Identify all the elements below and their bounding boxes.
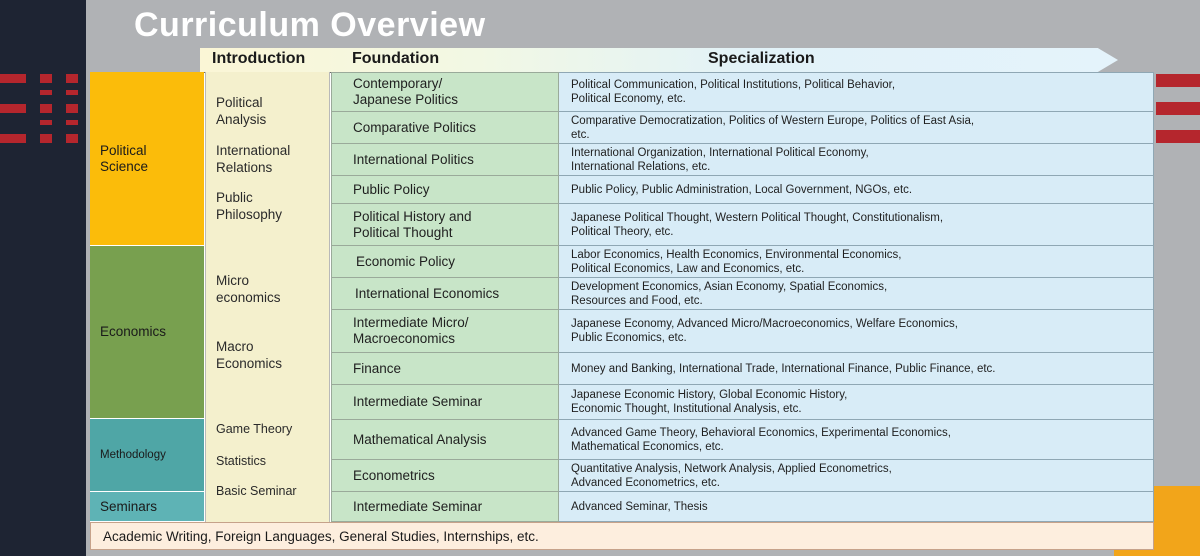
- intro-item: Game Theory: [216, 422, 293, 436]
- specialization-cell: Money and Banking, International Trade, International Finance, Public Finance, etc.: [559, 353, 1154, 385]
- foundation-cell: Econometrics: [331, 460, 559, 492]
- intro-item: International Relations: [216, 143, 291, 175]
- specialization-cell: Japanese Political Thought, Western Political Thought, Constitutionalism, Political Theory, etc.: [559, 204, 1154, 246]
- foundation-cell: Finance: [331, 353, 559, 385]
- foundation-cell: Intermediate Micro/ Macroeconomics: [331, 310, 559, 353]
- foundation-cell: International Economics: [331, 278, 559, 310]
- intro-item: Statistics: [216, 454, 267, 468]
- specialization-cell: Political Communication, Political Institutions, Political Behavior, Political Economy, etc.: [559, 72, 1154, 112]
- specialization-cell: Quantitative Analysis, Network Analysis, Applied Econometrics, Advanced Econometrics, etc.: [559, 460, 1154, 492]
- category-methodology: Methodology: [90, 419, 204, 492]
- header-foundation: Foundation: [352, 50, 440, 67]
- progression-arrow: [200, 48, 1118, 72]
- foundation-cell: Contemporary/ Japanese Politics: [331, 72, 559, 112]
- foundation-cell: Mathematical Analysis: [331, 420, 559, 460]
- intro-item: Micro economics: [216, 273, 281, 305]
- intro-item: Basic Seminar: [216, 484, 297, 498]
- specialization-cell: Japanese Economy, Advanced Micro/Macroeconomics, Welfare Economics, Public Economics, etc.: [559, 310, 1154, 353]
- category-economics: Economics: [90, 246, 204, 419]
- intro-item: Public Philosophy: [216, 190, 283, 222]
- general-studies-bar: Academic Writing, Foreign Languages, General Studies, Internships, etc.: [90, 522, 1154, 550]
- specialization-cell: Labor Economics, Health Economics, Environmental Economics, Political Economics, Law and Economics, etc.: [559, 246, 1154, 278]
- category-seminars: Seminars: [90, 492, 204, 522]
- foundation-cell: Public Policy: [331, 176, 559, 204]
- intro-item: Macro Economics: [216, 339, 283, 371]
- specialization-cell: Advanced Seminar, Thesis: [559, 492, 1154, 522]
- header-specialization: Specialization: [708, 50, 815, 67]
- specialization-cell: Advanced Game Theory, Behavioral Economics, Experimental Economics, Mathematical Economics, etc.: [559, 420, 1154, 460]
- intro-item: Political Analysis: [216, 95, 267, 127]
- foundation-cell: International Politics: [331, 144, 559, 176]
- foundation-cell: Political History and Political Thought: [331, 204, 559, 246]
- specialization-cell: International Organization, International Political Economy, International Relations, etc.: [559, 144, 1154, 176]
- foundation-cell: Comparative Politics: [331, 112, 559, 144]
- foundation-cell: Intermediate Seminar: [331, 385, 559, 420]
- specialization-cell: Japanese Economic History, Global Economic History, Economic Thought, Institutional Analysis, etc.: [559, 385, 1154, 420]
- foundation-cell: Intermediate Seminar: [331, 492, 559, 522]
- specialization-cell: Development Economics, Asian Economy, Spatial Economics, Resources and Food, etc.: [559, 278, 1154, 310]
- category-political-science: Political Science: [90, 72, 204, 246]
- specialization-cell: Public Policy, Public Administration, Local Government, NGOs, etc.: [559, 176, 1154, 204]
- specialization-cell: Comparative Democratization, Politics of Western Europe, Politics of East Asia, etc.: [559, 112, 1154, 144]
- foundation-cell: Economic Policy: [331, 246, 559, 278]
- slide-title: Curriculum Overview: [134, 6, 486, 44]
- header-introduction: Introduction: [212, 50, 306, 67]
